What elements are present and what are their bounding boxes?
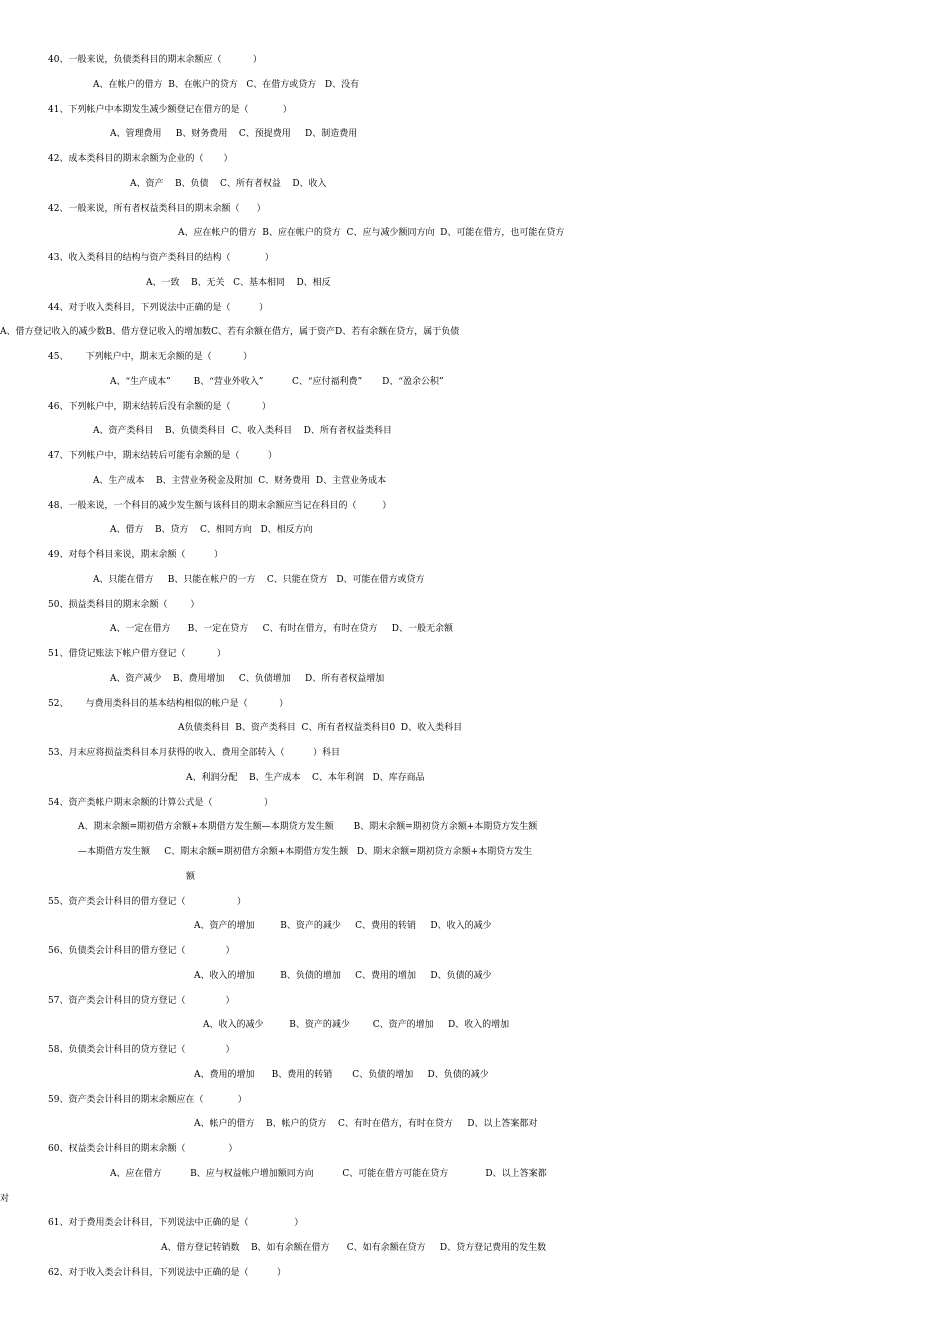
text-line: 43、收入类科目的结构与资产类科目的结构（ ） bbox=[48, 253, 274, 263]
text-line: A、借方登记转销数 B、如有余额在借方 C、如有余额在贷方 D、贷方登记费用的发生数 bbox=[161, 1243, 547, 1253]
text-line: A、利润分配 B、生产成本 C、本年利润 D、库存商品 bbox=[186, 772, 425, 783]
text-line: A、借方 B、贷方 C、相同方向 D、相反方向 bbox=[110, 525, 313, 536]
text-line: 46、下列帐户中，期末结转后没有余额的是（ ） bbox=[48, 401, 271, 412]
text-line: A、收入的增加 B、负债的增加 C、费用的增加 D、负债的减少 bbox=[194, 970, 492, 981]
text-line: 40、一般来说，负债类科目的期末余额应（ ） bbox=[48, 55, 262, 65]
text-line: A、帐户的借方 B、帐户的贷方 C、有时在借方，有时在贷方 D、以上答案都对 bbox=[194, 1119, 538, 1130]
text-line: A、生产成本 B、主营业务税金及附加 C、财务费用 D、主营业务成本 bbox=[93, 475, 387, 486]
text-line: A、在帐户的借方 B、在帐户的贷方 C、在借方或贷方 D、没有 bbox=[93, 79, 360, 90]
text-line: A、收入的减少 B、资产的减少 C、资产的增加 D、收入的增加 bbox=[203, 1020, 510, 1031]
text-line: 47、下列帐户中，期末结转后可能有余额的是（ ） bbox=[48, 451, 278, 461]
text-line: 44、对于收入类科目，下列说法中正确的是（ ） bbox=[48, 302, 269, 313]
text-line: 41、下列帐户中本期发生减少额登记在借方的是（ ） bbox=[48, 104, 292, 115]
text-line: A、应在借方 B、应与权益帐户增加额同方向 C、可能在借方可能在贷方 D、以上答案都 bbox=[110, 1168, 547, 1179]
text-line: 51、借贷记账法下帐户借方登记（ ） bbox=[48, 649, 226, 659]
text-line: A、只能在借方 B、只能在帐户的一方 C、只能在贷方 D、可能在借方或贷方 bbox=[93, 574, 425, 585]
text-line: 52、 与费用类科目的基本结构相似的帐户是（ ） bbox=[48, 698, 289, 709]
text-line: 54、资产类帐户期末余额的计算公式是（ ） bbox=[48, 797, 273, 808]
text-line: 61、对于费用类会计科目，下列说法中正确的是（ ） bbox=[48, 1218, 304, 1229]
text-line: 53、月末应将损益类科目本月获得的收入、费用全部转入（ ）科目 bbox=[48, 748, 341, 758]
text-line: 42、成本类科目的期末余额为企业的（ ） bbox=[48, 154, 233, 164]
text-line: A、“生产成本” B、“营业外收入” C、“应付福利费” D、“盈余公积” bbox=[110, 376, 444, 387]
text-line: A、费用的增加 B、费用的转销 C、负债的增加 D、负债的减少 bbox=[194, 1069, 489, 1080]
text-line: A、应在帐户的借方 B、应在帐户的贷方 C、应与减少额同方向 D、可能在借方，也可能在贷方 bbox=[178, 228, 565, 239]
text-line: A、资产 B、负债 C、所有者权益 D、收入 bbox=[130, 178, 327, 189]
text-line: —本期借方发生额 C、期末余额=期初借方余额+本期借方发生额 D、期末余额=期初贷方余额+本期贷方发生 bbox=[78, 847, 533, 857]
text-line: 57、资产类会计科目的贷方登记（ ） bbox=[48, 995, 235, 1006]
text-line: A负债类科目 B、资产类科目 C、所有者权益类科目0 D、收入类科目 bbox=[178, 723, 463, 734]
text-line: 62、对于收入类会计科目，下列说法中正确的是（ ） bbox=[48, 1267, 287, 1278]
text-line: 42、一般来说，所有者权益类科目的期末余额（ ） bbox=[48, 203, 266, 214]
document-page bbox=[0, 48, 950, 1286]
text-line: 55、资产类会计科目的借方登记（ ） bbox=[48, 896, 246, 907]
text-line: A、一致 B、无关 C、基本相同 D、相反 bbox=[146, 277, 331, 288]
text-line: A、一定在借方 B、一定在贷方 C、有时在借方，有时在贷方 D、一般无余额 bbox=[110, 624, 453, 635]
text-line: 58、负债类会计科目的贷方登记（ ） bbox=[48, 1045, 235, 1055]
text-line: 60、权益类会计科目的期末余额（ ） bbox=[48, 1144, 238, 1154]
text-line: A、管理费用 B、财务费用 C、预提费用 D、制造费用 bbox=[110, 129, 358, 140]
text-line: 额 bbox=[186, 871, 196, 882]
text-line: 45、 下列帐户中，期末无余额的是（ ） bbox=[48, 352, 253, 362]
text-line: 48、一般来说，一个科目的减少发生额与该科目的期末余额应当记在科目的（ ） bbox=[48, 500, 392, 511]
text-line: 56、负债类会计科目的借方登记（ ） bbox=[48, 946, 235, 956]
text-line: A、资产的增加 B、资产的减少 C、费用的转销 D、收入的减少 bbox=[194, 921, 492, 932]
text-line: A、借方登记收入的减少数B、借方登记收入的增加数C、若有余额在借方，属于资产D、若有余额在贷方，属于负债 bbox=[0, 327, 460, 338]
text-line: 对 bbox=[0, 1193, 10, 1204]
text-line: 49、对每个科目来说，期末余额（ ） bbox=[48, 550, 224, 560]
text-line: 59、资产类会计科目的期末余额应在（ ） bbox=[48, 1094, 247, 1105]
text-line: A、期末余额=期初借方余额+本期借方发生额—本期贷方发生额 B、期末余额=期初贷方余额+本期贷方发生额 bbox=[78, 822, 538, 833]
text-line: A、资产减少 B、费用增加 C、负债增加 D、所有者权益增加 bbox=[110, 673, 385, 684]
text-line: A、资产类科目 B、负债类科目 C、收入类科目 D、所有者权益类科目 bbox=[93, 426, 392, 437]
text-line: 50、损益类科目的期末余额（ ） bbox=[48, 599, 200, 610]
